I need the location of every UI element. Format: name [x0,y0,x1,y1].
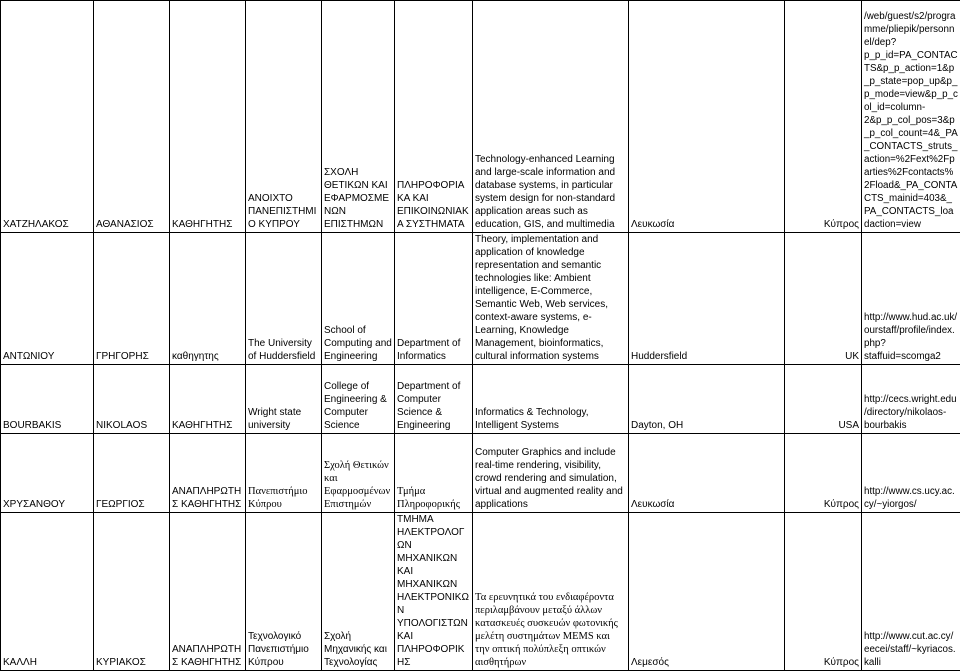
name-cell[interactable]: ΓΕΩΡΓΙΟΣ [94,434,170,513]
name-cell[interactable]: ΓΡΗΓΟΡΗΣ [94,233,170,365]
table-row [1,365,960,434]
research-cell[interactable]: Computer Graphics and include real-time rendering, visibility, crowd rendering and simulation, virtual and augmented reality and applications [473,434,629,513]
country-cell[interactable]: USA [785,365,862,434]
name-cell[interactable]: NIKOLAOS [94,365,170,434]
name-cell[interactable]: ΑΘΑΝΑΣΙΟΣ [94,1,170,233]
table-row [1,513,960,671]
university-cell[interactable]: The University of Huddersfield [246,233,322,365]
city-cell[interactable]: Λευκωσία [629,1,785,233]
department-cell[interactable]: ΤΜΗΜΑ ΗΛΕΚΤΡΟΛΟΓΩΝ ΜΗΧΑΝΙΚΩΝ ΚΑΙ ΜΗΧΑΝΙΚΩΝ ΗΛΕΚΤΡΟΝΙΚΩΝ ΥΠΟΛΟΓΙΣΤΩΝ ΚΑΙ ΠΛΗΡΟΦΟΡΙΚΗΣ [395,513,473,671]
url-cell[interactable]: http://www.cut.ac.cy/eecei/staff/~kyriacos.kalli [862,513,960,671]
country-cell[interactable]: UK [785,233,862,365]
rank-cell[interactable]: ΚΑΘΗΓΗΤΗΣ [170,365,246,434]
school-cell[interactable]: College of Engineering & Computer Science [322,365,395,434]
department-cell[interactable]: Τμήμα Πληροφορικής [395,434,473,513]
country-cell[interactable]: Κύπρος [785,513,862,671]
research-cell[interactable]: Technology-enhanced Learning and large-scale information and database systems, in particular system design for non-standard application areas such as education, GIS, and multimedia [473,1,629,233]
university-cell[interactable]: Πανεπιστήμιο Κύπρου [246,434,322,513]
surname-cell[interactable]: ΚΑΛΛΗ [1,513,94,671]
city-cell[interactable]: Λευκωσία [629,434,785,513]
table-row [1,434,960,513]
rank-cell[interactable]: ΚΑΘΗΓΗΤΗΣ [170,1,246,233]
university-cell[interactable]: ΑΝΟΙΧΤΟ ΠΑΝΕΠΙΣΤΗΜΙΟ ΚΥΠΡΟΥ [246,1,322,233]
surname-cell[interactable]: ΧΑΤΖΗΛΑΚΟΣ [1,1,94,233]
research-cell[interactable]: Theory, implementation and application of knowledge representation and semantic technologies like: Ambient intelligence, E-Commerce, Semantic Web, Web services, context-aware systems, e-Learning, Knowledge Management, bioinformatics, cultural information systems [473,233,629,365]
school-cell[interactable]: ΣΧΟΛΗ ΘΕΤΙΚΩΝ ΚΑΙ ΕΦΑΡΜΟΣΜΕΝΩΝ ΕΠΙΣΤΗΜΩΝ [322,1,395,233]
school-cell[interactable]: School of Computing and Engineering [322,233,395,365]
university-cell[interactable]: Wright state university [246,365,322,434]
country-cell[interactable]: Κύπρος [785,434,862,513]
department-cell[interactable]: Department of Informatics [395,233,473,365]
url-cell[interactable]: http://www.hud.ac.uk/ourstaff/profile/index.php?staffuid=scomga2 [862,233,960,365]
table-row [1,233,960,365]
research-cell[interactable]: Informatics & Technology, Intelligent Systems [473,365,629,434]
url-cell[interactable]: http://www.cs.ucy.ac.cy/~yiorgos/ [862,434,960,513]
url-cell[interactable]: http://cecs.wright.edu/directory/nikolaos-bourbakis [862,365,960,434]
surname-cell[interactable]: ΑΝΤΩΝΙΟΥ [1,233,94,365]
city-cell[interactable]: Huddersfield [629,233,785,365]
city-cell[interactable]: Dayton, OH [629,365,785,434]
city-cell[interactable]: Λεμεσός [629,513,785,671]
surname-cell[interactable]: ΧΡΥΣΑΝΘΟΥ [1,434,94,513]
table-row [1,1,960,233]
school-cell[interactable]: Σχολή Μηχανικής και Τεχνολογίας [322,513,395,671]
research-cell[interactable]: Τα ερευνητικά του ενδιαφέροντα περιλαμβάνουν μεταξύ άλλων κατασκευές συσκευών φωτονικής μελέτη συστημάτων MEMS και την οπτική πολύπλεξη οπτικών αισθητήρων [473,513,629,671]
department-cell[interactable]: Department of Computer Science & Engineering [395,365,473,434]
surname-cell[interactable]: BOURBAKIS [1,365,94,434]
url-cell[interactable]: /web/guest/s2/programme/pliepik/personnel/dep?p_p_id=PA_CONTACTS&p_p_action=1&p_p_state=pop_up&p_p_mode=view&p_p_col_id=column-2&p_p_col_pos=3&p_p_col_count=4&_PA_CONTACTS_struts_action=%2Fext%2Fparties%2Fcontacts%2Fload&_PA_CONTACTS_mainid=403&_PA_CONTACTS_loadaction=view [862,1,960,233]
rank-cell[interactable]: καθηγητης [170,233,246,365]
department-cell[interactable]: ΠΛΗΡΟΦΟΡΙΑΚΑ ΚΑΙ ΕΠΙΚΟΙΝΩΝΙΑΚΑ ΣΥΣΤΗΜΑΤΑ [395,1,473,233]
country-cell[interactable]: Κύπρος [785,1,862,233]
university-cell[interactable]: Τεχνολογικό Πανεπιστήμιο Κύπρου [246,513,322,671]
rank-cell[interactable]: ΑΝΑΠΛΗΡΩΤΗΣ ΚΑΘΗΓΗΤΗΣ [170,513,246,671]
school-cell[interactable]: Σχολή Θετικών και Εφαρμοσμένων Επιστημών [322,434,395,513]
name-cell[interactable]: ΚΥΡΙΑΚΟΣ [94,513,170,671]
rank-cell[interactable]: ΑΝΑΠΛΗΡΩΤΗΣ ΚΑΘΗΓΗΤΗΣ [170,434,246,513]
